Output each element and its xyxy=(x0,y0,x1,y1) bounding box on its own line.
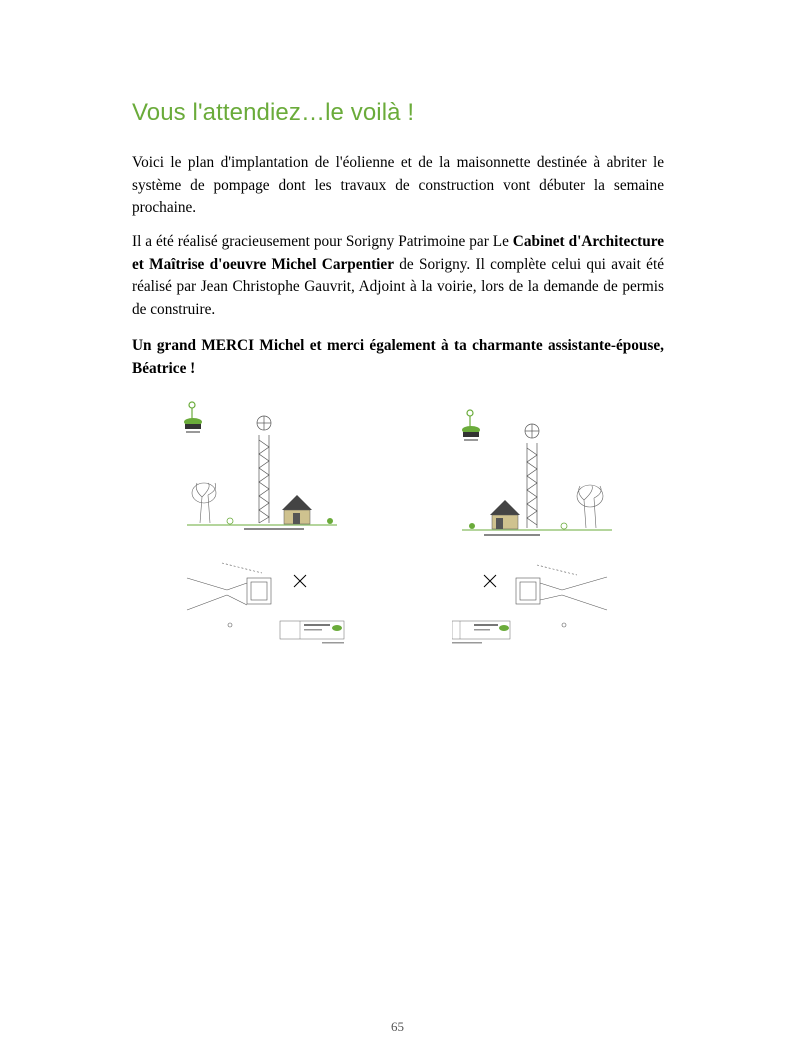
wind-turbine-tower xyxy=(257,416,271,523)
architect-firm-name: Cabinet d'Architecture et Maîtrise d'oeuvre Michel Carpentier xyxy=(132,233,665,273)
site-plan-drawing xyxy=(484,565,607,627)
tree-drawing xyxy=(192,483,216,523)
plan-drawing-left-svg xyxy=(182,395,352,645)
plan-drawing-right-svg xyxy=(452,395,622,645)
credits-text-after: de Sorigny. Il complète celui qui avait été réalisé par Jean Christophe Gauvrit, Adjoint à la voirie, lors de la demande de permis de construire. xyxy=(132,255,664,318)
page-number: 65 xyxy=(391,1019,404,1034)
sorigny-logo-icon xyxy=(184,402,202,433)
thanks-paragraph: Un grand MERCI Michel et merci également à ta charmante assistante-épouse, Béatrice ! xyxy=(132,337,664,377)
credits-text-before: Il a été réalisé gracieusement pour Sorigny Patrimoine par Le xyxy=(132,233,513,250)
plan-drawing-left xyxy=(182,395,352,645)
tree-drawing xyxy=(577,485,603,528)
site-plan-drawing xyxy=(187,563,306,627)
title-block xyxy=(280,621,344,644)
intro-paragraph: Voici le plan d'implantation de l'éolienne et de la maisonnette destinée à abriter le système de pompage dont les travaux de construction vont débuter la semaine prochaine. xyxy=(132,154,664,216)
wind-turbine-tower xyxy=(525,424,539,528)
pump-house-drawing xyxy=(490,500,520,529)
plan-drawing-right xyxy=(452,395,622,645)
elevation-caption xyxy=(244,528,304,530)
elevation-caption xyxy=(484,534,540,536)
sorigny-logo-icon xyxy=(462,410,480,441)
pump-house-drawing xyxy=(282,495,312,524)
title-block xyxy=(452,621,510,644)
credits-paragraph xyxy=(132,231,664,321)
page-title: Vous l'attendiez…le voilà ! xyxy=(132,99,415,126)
